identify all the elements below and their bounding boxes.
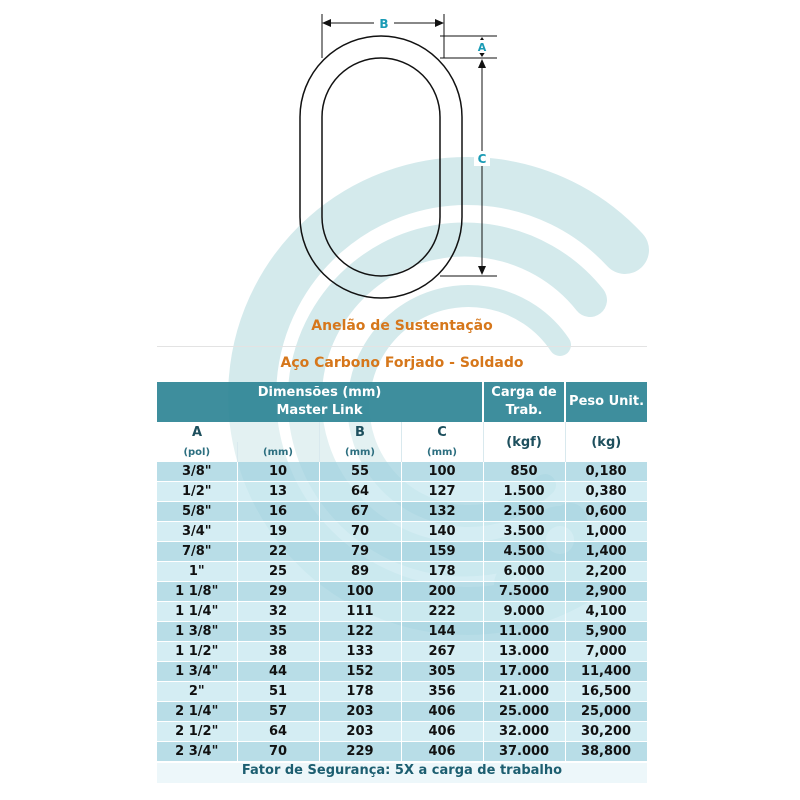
table-row: [157, 582, 647, 602]
dimension-a-label: A: [477, 41, 487, 54]
cell-peso-kg: 1,400: [565, 542, 647, 562]
spec-table-body: [157, 462, 647, 762]
cell-size-c-mm: 100: [401, 462, 483, 482]
table-row: [157, 482, 647, 502]
cell-size-a-mm: 70: [237, 742, 319, 762]
cell-carga-kgf: 6.000: [483, 562, 565, 582]
cell-peso-kg: 0,380: [565, 482, 647, 502]
cell-size-c-mm: 200: [401, 582, 483, 602]
product-title: Anelão de Sustentação: [311, 318, 493, 334]
cell-peso-kg: 2,900: [565, 582, 647, 602]
header-unit-kgf: (kgf): [483, 422, 565, 462]
cell-size-a-mm: 44: [237, 662, 319, 682]
title-separator: [157, 346, 647, 347]
cell-peso-kg: 7,000: [565, 642, 647, 662]
cell-carga-kgf: 9.000: [483, 602, 565, 622]
cell-size-pol: 2": [157, 682, 237, 702]
cell-size-a-mm: 13: [237, 482, 319, 502]
link-inner-outline: [322, 58, 440, 276]
footer-note: Fator de Segurança: 5X a carga de trabalho: [157, 763, 647, 783]
header-unit-mm-c: (mm): [401, 442, 483, 462]
cell-carga-kgf: 17.000: [483, 662, 565, 682]
cell-size-b-mm: 122: [319, 622, 401, 642]
header-unit-pol: (pol): [157, 442, 237, 462]
cell-carga-kgf: 21.000: [483, 682, 565, 702]
cell-size-a-mm: 64: [237, 722, 319, 742]
cell-peso-kg: 11,400: [565, 662, 647, 682]
cell-size-a-mm: 32: [237, 602, 319, 622]
cell-size-b-mm: 152: [319, 662, 401, 682]
table-row: [157, 742, 647, 762]
cell-size-c-mm: 406: [401, 742, 483, 762]
cell-size-c-mm: 132: [401, 502, 483, 522]
cell-peso-kg: 38,800: [565, 742, 647, 762]
table-row: [157, 562, 647, 582]
cell-carga-kgf: 3.500: [483, 522, 565, 542]
table-row: [157, 622, 647, 642]
cell-size-b-mm: 100: [319, 582, 401, 602]
cell-size-pol: 1 3/4": [157, 662, 237, 682]
cell-size-b-mm: 79: [319, 542, 401, 562]
cell-carga-kgf: 37.000: [483, 742, 565, 762]
cell-size-pol: 1 1/2": [157, 642, 237, 662]
cell-size-a-mm: 51: [237, 682, 319, 702]
cell-size-c-mm: 127: [401, 482, 483, 502]
header-carga-line2: Trab.: [505, 403, 543, 418]
cell-size-b-mm: 89: [319, 562, 401, 582]
cell-size-a-mm: 22: [237, 542, 319, 562]
cell-carga-kgf: 13.000: [483, 642, 565, 662]
cell-size-c-mm: 140: [401, 522, 483, 542]
cell-peso-kg: 5,900: [565, 622, 647, 642]
cell-size-b-mm: 70: [319, 522, 401, 542]
cell-size-a-mm: 57: [237, 702, 319, 722]
dimension-c: [440, 60, 497, 276]
cell-carga-kgf: 11.000: [483, 622, 565, 642]
cell-size-b-mm: 203: [319, 722, 401, 742]
cell-size-b-mm: 64: [319, 482, 401, 502]
cell-size-c-mm: 159: [401, 542, 483, 562]
cell-size-c-mm: 178: [401, 562, 483, 582]
cell-carga-kgf: 850: [483, 462, 565, 482]
header-dimensions-label: Dimensões (mm): [257, 385, 382, 400]
table-row: [157, 662, 647, 682]
header-col-c: C: [401, 422, 483, 442]
cell-size-c-mm: 406: [401, 722, 483, 742]
cell-size-pol: 7/8": [157, 542, 237, 562]
cell-size-b-mm: 55: [319, 462, 401, 482]
cell-size-a-mm: 16: [237, 502, 319, 522]
cell-size-pol: 3/8": [157, 462, 237, 482]
cell-size-b-mm: 111: [319, 602, 401, 622]
header-carga: [483, 382, 565, 422]
cell-carga-kgf: 7.5000: [483, 582, 565, 602]
cell-size-c-mm: 222: [401, 602, 483, 622]
cell-size-b-mm: 178: [319, 682, 401, 702]
header-unit-mm-a: (mm): [237, 442, 319, 462]
table-row: [157, 502, 647, 522]
cell-size-a-mm: 35: [237, 622, 319, 642]
dimension-b-label: B: [379, 17, 389, 31]
table-row: [157, 722, 647, 742]
table-row: [157, 522, 647, 542]
cell-size-a-mm: 25: [237, 562, 319, 582]
header-dimensions: [157, 382, 483, 422]
table-row: [157, 702, 647, 722]
table-row: [157, 602, 647, 622]
cell-peso-kg: 0,600: [565, 502, 647, 522]
header-unit-kg: (kg): [565, 422, 647, 462]
cell-size-a-mm: 38: [237, 642, 319, 662]
cell-peso-kg: 16,500: [565, 682, 647, 702]
material-title: Aço Carbono Forjado - Soldado: [280, 355, 524, 371]
cell-size-c-mm: 267: [401, 642, 483, 662]
master-link-diagram: [0, 0, 800, 320]
cell-size-b-mm: 229: [319, 742, 401, 762]
cell-peso-kg: 0,180: [565, 462, 647, 482]
cell-size-c-mm: 305: [401, 662, 483, 682]
cell-size-c-mm: 406: [401, 702, 483, 722]
cell-size-pol: 2 1/2": [157, 722, 237, 742]
header-master-link-label: Master Link: [276, 403, 363, 418]
cell-size-pol: 5/8": [157, 502, 237, 522]
cell-size-pol: 1 3/8": [157, 622, 237, 642]
dimension-c-label: C: [477, 152, 487, 166]
table-row: [157, 682, 647, 702]
table-row: [157, 462, 647, 482]
spec-table: [157, 382, 648, 762]
cell-size-pol: 2 3/4": [157, 742, 237, 762]
cell-size-pol: 1/2": [157, 482, 237, 502]
cell-peso-kg: 25,000: [565, 702, 647, 722]
cell-carga-kgf: 4.500: [483, 542, 565, 562]
cell-size-a-mm: 19: [237, 522, 319, 542]
cell-size-pol: 3/4": [157, 522, 237, 542]
header-peso: Peso Unit.: [565, 382, 647, 422]
link-outer-outline: [300, 36, 462, 298]
cell-peso-kg: 30,200: [565, 722, 647, 742]
cell-size-pol: 1 1/8": [157, 582, 237, 602]
table-row: [157, 642, 647, 662]
cell-peso-kg: 4,100: [565, 602, 647, 622]
cell-carga-kgf: 32.000: [483, 722, 565, 742]
cell-size-a-mm: 29: [237, 582, 319, 602]
cell-size-c-mm: 144: [401, 622, 483, 642]
cell-size-c-mm: 356: [401, 682, 483, 702]
cell-carga-kgf: 25.000: [483, 702, 565, 722]
header-carga-line1: Carga de: [491, 385, 557, 400]
cell-size-pol: 1 1/4": [157, 602, 237, 622]
cell-carga-kgf: 1.500: [483, 482, 565, 502]
cell-peso-kg: 1,000: [565, 522, 647, 542]
table-row: [157, 542, 647, 562]
cell-size-b-mm: 133: [319, 642, 401, 662]
header-col-a: A: [157, 422, 237, 442]
cell-size-b-mm: 67: [319, 502, 401, 522]
cell-size-a-mm: 10: [237, 462, 319, 482]
cell-size-pol: 2 1/4": [157, 702, 237, 722]
cell-size-b-mm: 203: [319, 702, 401, 722]
cell-size-pol: 1": [157, 562, 237, 582]
cell-peso-kg: 2,200: [565, 562, 647, 582]
cell-carga-kgf: 2.500: [483, 502, 565, 522]
header-unit-mm-b: (mm): [319, 442, 401, 462]
header-col-b: B: [319, 422, 401, 442]
